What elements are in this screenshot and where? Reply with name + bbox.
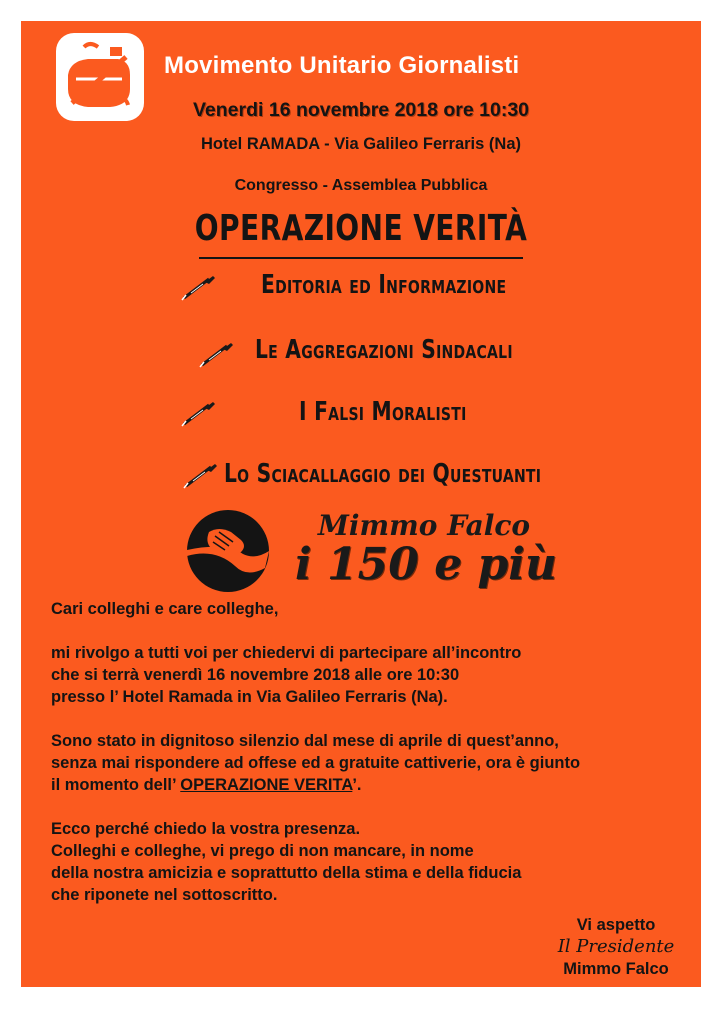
letter-greeting: Cari colleghi e care colleghe, xyxy=(51,600,279,618)
letter-line xyxy=(51,774,691,796)
closing-block xyxy=(551,914,681,980)
closing-role: Il Presidente xyxy=(557,936,675,957)
topic-item: Editoria ed Informazione xyxy=(261,270,507,300)
signature-slogan: i 150 e più xyxy=(295,539,557,590)
operazione-verita-emphasis: OPERAZIONE VERITA xyxy=(180,776,353,794)
closing-line: Vi aspetto xyxy=(576,916,656,934)
letter-line-suffix: ’. xyxy=(352,776,362,794)
poster xyxy=(21,21,701,987)
event-venue: Hotel RAMADA - Via Galileo Ferraris (Na) xyxy=(201,135,521,153)
handshake-icon xyxy=(185,508,271,594)
fountain-pen-icon xyxy=(181,401,217,427)
letter-line: presso l’ Hotel Ramada in Via Galileo Ferraris (Na). xyxy=(51,688,448,706)
signature-name: Mimmo Falco xyxy=(317,509,531,542)
topic-item: I Falsi Moralisti xyxy=(299,397,467,427)
letter-line: mi rivolgo a tutti voi per chiedervi di partecipare all’incontro xyxy=(51,644,522,662)
headline: OPERAZIONE VERITÀ xyxy=(194,208,528,249)
letter-line: Sono stato in dignitoso silenzio dal mese di aprile di quest’anno, xyxy=(51,732,559,750)
organization-name: Movimento Unitario Giornalisti xyxy=(164,52,520,79)
letter-line: che riponete nel sottoscritto. xyxy=(51,886,278,904)
letter-body xyxy=(51,598,691,906)
closing-name: Mimmo Falco xyxy=(563,960,669,978)
letter-line: senza mai rispondere ad offese ed a gratuite cattiverie, ora è giunto xyxy=(51,754,581,772)
topic-item: Lo Sciacallaggio dei Questuanti xyxy=(224,459,542,489)
event-date-time: Venerdi 16 novembre 2018 ore 10:30 xyxy=(192,99,530,121)
event-type: Congresso - Assemblea Pubblica xyxy=(234,177,488,194)
letter-line: Ecco perché chiedo la vostra presenza. xyxy=(51,820,361,838)
topic-item: Le Aggregazioni Sindacali xyxy=(255,335,513,365)
fountain-pen-icon xyxy=(183,463,219,489)
letter-line: della nostra amicizia e soprattutto della stima e della fiducia xyxy=(51,864,522,882)
letter-line-prefix: il momento dell’ xyxy=(51,776,181,794)
fountain-pen-icon xyxy=(181,275,217,301)
headline-underline xyxy=(199,257,523,259)
fountain-pen-icon xyxy=(199,342,235,368)
letter-line: che si terrà venerdì 16 novembre 2018 alle ore 10:30 xyxy=(51,666,460,684)
letter-line: Colleghi e colleghe, vi prego di non mancare, in nome xyxy=(51,842,474,860)
